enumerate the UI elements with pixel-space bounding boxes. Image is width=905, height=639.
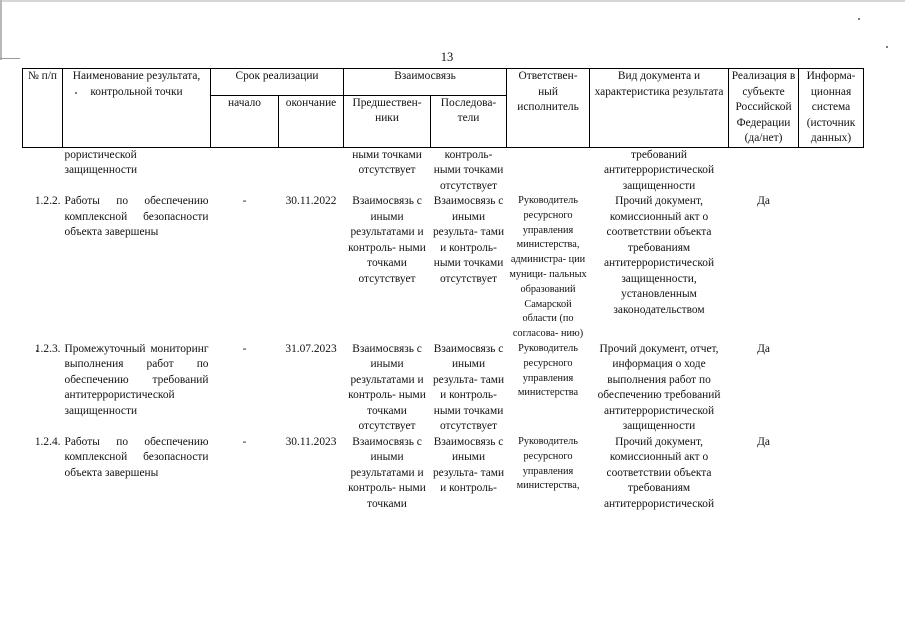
row-predecessors: ными точками отсутствует (352, 148, 422, 176)
row-name: Работы по обеспечению комплексной безопасности объекта завершены (64, 435, 209, 479)
row-responsible (507, 147, 590, 194)
row-successors: Взаимосвязь с иными результа- тами и контроль- ными точками отсутствует (432, 342, 505, 433)
row-successors: Взаимосвязь с иными результа- тами и контроль- ными точками отсутствует (432, 195, 505, 285)
row-start: - (242, 435, 247, 448)
row-info-system (799, 435, 864, 513)
row-start: - (242, 195, 247, 207)
header-start: начало (211, 95, 279, 147)
row-doc-type: Прочий документ, комиссионный акт о соответствии объекта требованиям антитеррористической защищенности, установленным законодательством (603, 195, 715, 316)
page-number: 13 (440, 50, 454, 64)
table-row (23, 342, 864, 435)
header-successors: Последова- тели (431, 95, 507, 147)
row-doc-type: требований антитеррористической защищенности (603, 148, 715, 192)
header-responsible: Ответствен- ный исполнитель (507, 69, 590, 148)
scan-edge-left (0, 0, 2, 60)
results-table (22, 68, 864, 512)
row-region: Да (757, 342, 770, 355)
row-num: 1.2.2. (34, 195, 61, 207)
scan-corner-mark (0, 58, 20, 59)
row-info-system (799, 194, 864, 342)
table-row (23, 435, 864, 513)
header-predecessors: Предшествен- ники (344, 95, 431, 147)
row-start (211, 147, 279, 194)
row-num: 1.2.4. (34, 435, 61, 448)
row-start: - (242, 342, 247, 355)
scan-speck (886, 46, 888, 48)
header-period: Срок реализации (211, 69, 344, 96)
header-name: Наименование результата, контрольной точки (63, 69, 211, 148)
row-responsible: Руководитель ресурсного управления министерства, (516, 435, 580, 492)
header-relation: Взаимосвязь (344, 69, 507, 96)
header-doc-type: Вид документа и характеристика результата (590, 69, 729, 148)
header-info-system: Информа- ционная система (источник данных) (799, 69, 864, 148)
row-end: 30.11.2022 (285, 195, 337, 207)
header-num: № п/п (23, 69, 63, 148)
row-end: 31.07.2023 (285, 342, 337, 355)
row-successors: контроль- ными точками отсутствует (433, 148, 504, 192)
row-end (279, 147, 344, 194)
header-region: Реализация в субъекте Российской Федерации (да/нет) (729, 69, 799, 148)
row-responsible: Руководитель ресурсного управления министерства, администра- ции муници- пальных образований Самарской области (по согласова- нию) (509, 195, 587, 340)
row-num: 1.2.3. (34, 342, 61, 355)
row-predecessors: Взаимосвязь с иными результатами и контроль- ными точками отсутствует (348, 195, 426, 285)
scan-speck (858, 18, 860, 20)
scan-edge-top (0, 0, 905, 2)
row-info-system (799, 342, 864, 435)
header-end: окончание (279, 95, 344, 147)
row-predecessors: Взаимосвязь с иными результатами и контроль- ными точками (348, 435, 426, 510)
row-region (729, 147, 799, 194)
row-doc-type: Прочий документ, отчет, информация о ходе выполнения работ по обеспечению требований антитеррористической защищенности (597, 342, 721, 433)
row-info-system (799, 147, 864, 194)
row-name: Работы по обеспечению комплексной безопасности объекта завершены (64, 195, 209, 238)
row-name: Промежуточный мониторинг выполнения работ по обеспечению требований антитеррористической защищенности (64, 342, 209, 417)
row-name: рористической защищенности (64, 148, 138, 176)
row-num (23, 147, 63, 194)
table-row (23, 147, 864, 194)
row-region: Да (757, 195, 770, 207)
row-doc-type: Прочий документ, комиссионный акт о соответствии объекта требованиям антитеррористической (603, 435, 715, 510)
row-successors: Взаимосвязь с иными результа- тами и контроль- (432, 435, 505, 495)
row-end: 30.11.2023 (285, 435, 337, 448)
table-row (23, 194, 864, 342)
row-responsible: Руководитель ресурсного управления министерства (517, 342, 579, 399)
row-region: Да (757, 435, 770, 448)
row-predecessors: Взаимосвязь с иными результатами и контроль- ными точками отсутствует (348, 342, 426, 433)
